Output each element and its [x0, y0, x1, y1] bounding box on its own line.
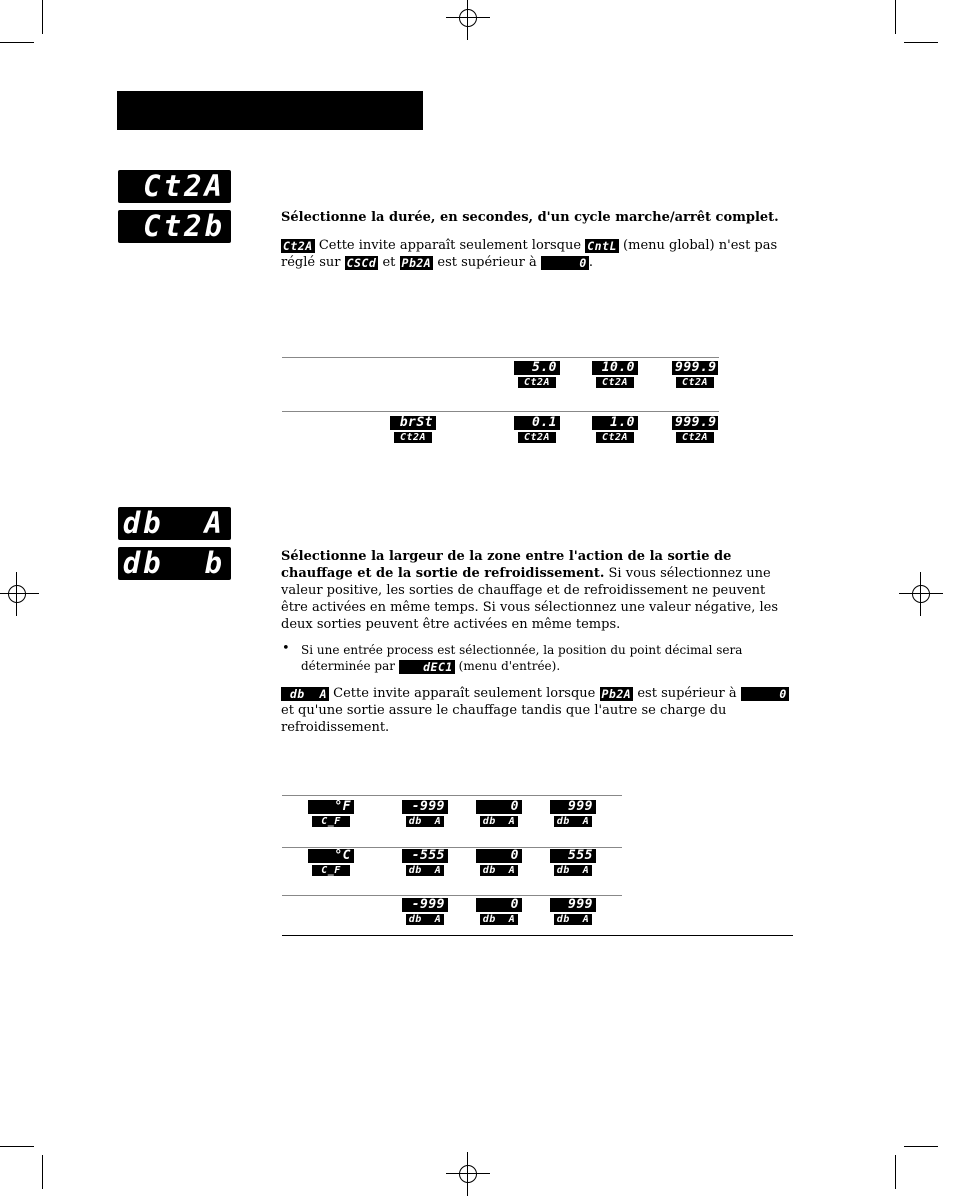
table-rule	[282, 935, 793, 936]
lcd-label: Ct2A	[596, 377, 634, 388]
table-cell	[402, 800, 448, 827]
section2-body-text: Si vous sélectionnez une valeur positive, les sorties de chauffage et de refroidissement ne peuvent être activées en même temps. Si vous sélectionnez une valeur négative, les deux sorties peuvent être activées en même temps.	[281, 566, 779, 632]
crop-mark	[0, 42, 34, 43]
table-cell	[514, 416, 560, 443]
prompt-display-ct2a: Ct2A	[118, 170, 231, 203]
bullet-dot: •	[282, 641, 290, 656]
table-cell	[402, 849, 448, 876]
lcd-value: -999	[402, 898, 448, 912]
registration-mark	[908, 581, 934, 607]
note-text: et qu'une sortie assure le chauffage tandis que l'autre se charge du refroidissement.	[281, 703, 727, 735]
lcd-value: 0	[476, 800, 522, 814]
lcd-label: Ct2A	[518, 377, 556, 388]
section1-note	[281, 237, 793, 271]
registration-mark	[4, 581, 30, 607]
table-rule	[282, 795, 622, 796]
table-cell	[550, 898, 596, 925]
lcd-label: Ct2A	[518, 432, 556, 443]
lcd-value: °F	[308, 800, 354, 814]
lcd-cntl: CntL	[587, 238, 617, 253]
lcd-value: 10.0	[592, 361, 638, 375]
prompt-display-ct2b: Ct2b	[118, 210, 231, 243]
header-bar	[117, 91, 423, 130]
note-text: Cette invite apparaît seulement lorsque	[318, 238, 582, 253]
bullet-text: (menu d'entrée).	[458, 659, 561, 673]
lcd-value: 999	[550, 800, 596, 814]
lcd-label: db A	[480, 865, 518, 876]
lcd-value: brSt	[390, 416, 436, 430]
section1-heading-text: Sélectionne la durée, en secondes, d'un cycle marche/arrêt complet.	[281, 210, 779, 225]
lcd-value: °C	[308, 849, 354, 863]
table-cell	[476, 898, 522, 925]
lcd-value: 0.1	[514, 416, 560, 430]
table-rule	[282, 411, 719, 412]
table-cell	[550, 849, 596, 876]
lcd-label: db A	[554, 816, 592, 827]
lcd-label: db A	[480, 914, 518, 925]
lcd-label: C_F	[312, 865, 350, 876]
crop-mark	[0, 1146, 34, 1147]
lcd-zero: 0	[741, 687, 789, 701]
crop-mark	[895, 0, 896, 34]
lcd-label: db A	[406, 914, 444, 925]
lcd-label: db A	[480, 816, 518, 827]
lcd-value: 999	[550, 898, 596, 912]
table-cell	[402, 898, 448, 925]
table-rule	[282, 357, 719, 358]
table-cell	[672, 416, 718, 443]
prompt-display-dbb: db b	[118, 547, 231, 580]
lcd-dba: db A	[281, 687, 329, 701]
lcd-label: Ct2A	[596, 432, 634, 443]
lcd-label: Ct2A	[676, 432, 714, 443]
section2-body	[281, 548, 793, 633]
note-text: Cette invite apparaît seulement lorsque	[333, 686, 596, 701]
note-text: est supérieur à	[637, 686, 737, 701]
lcd-label: db A	[554, 914, 592, 925]
section2-heading: Sélectionne la largeur de la zone entre l'action de la sortie de chauffage et de la sortie de refroidissement.	[281, 549, 732, 581]
lcd-value: 0	[476, 849, 522, 863]
crop-mark	[904, 42, 938, 43]
table-rule	[282, 895, 622, 896]
lcd-label: db A	[406, 865, 444, 876]
lcd-dec1: dEC1	[399, 660, 455, 674]
lcd-label: db A	[406, 816, 444, 827]
lcd-label: Ct2A	[676, 377, 714, 388]
section2-note	[281, 685, 793, 736]
lcd-value: 1.0	[592, 416, 638, 430]
table-cell	[308, 800, 354, 827]
table-cell	[592, 361, 638, 388]
table-cell	[308, 849, 354, 876]
note-text: et	[382, 255, 396, 270]
prompt-display-dba: db A	[118, 507, 231, 540]
section1-heading	[281, 209, 793, 226]
lcd-value: -555	[402, 849, 448, 863]
table-cell	[592, 416, 638, 443]
lcd-pb2a: Pb2A	[601, 686, 632, 701]
bullet-text: Si une entrée process est sélectionnée, la position du point décimal sera déterminée par	[301, 643, 743, 673]
table-cell	[672, 361, 718, 388]
crop-mark	[895, 1155, 896, 1189]
lcd-value: 555	[550, 849, 596, 863]
lcd-zero: 0	[541, 256, 589, 270]
lcd-cscd: CSCd	[346, 255, 377, 270]
crop-mark	[42, 1155, 43, 1189]
note-text: (menu global) n'est pas réglé sur	[281, 238, 778, 270]
lcd-value: 0	[476, 898, 522, 912]
table-cell	[390, 416, 436, 443]
registration-mark	[455, 1161, 481, 1187]
lcd-label: Ct2A	[394, 432, 432, 443]
note-text: .	[588, 255, 593, 270]
section2-bullet	[301, 642, 791, 674]
lcd-pb2a: Pb2A	[401, 255, 432, 270]
lcd-value: 999.9	[672, 416, 718, 430]
table-cell	[476, 800, 522, 827]
crop-mark	[904, 1146, 938, 1147]
lcd-label: C_F	[312, 816, 350, 827]
lcd-label: db A	[554, 865, 592, 876]
note-text: est supérieur à	[437, 255, 537, 270]
table-cell	[476, 849, 522, 876]
registration-mark	[455, 5, 481, 31]
lcd-ct2a: Ct2A	[283, 238, 313, 253]
lcd-value: -999	[402, 800, 448, 814]
lcd-value: 999.9	[672, 361, 718, 375]
crop-mark	[42, 0, 43, 34]
table-cell	[550, 800, 596, 827]
table-cell	[514, 361, 560, 388]
lcd-value: 5.0	[514, 361, 560, 375]
